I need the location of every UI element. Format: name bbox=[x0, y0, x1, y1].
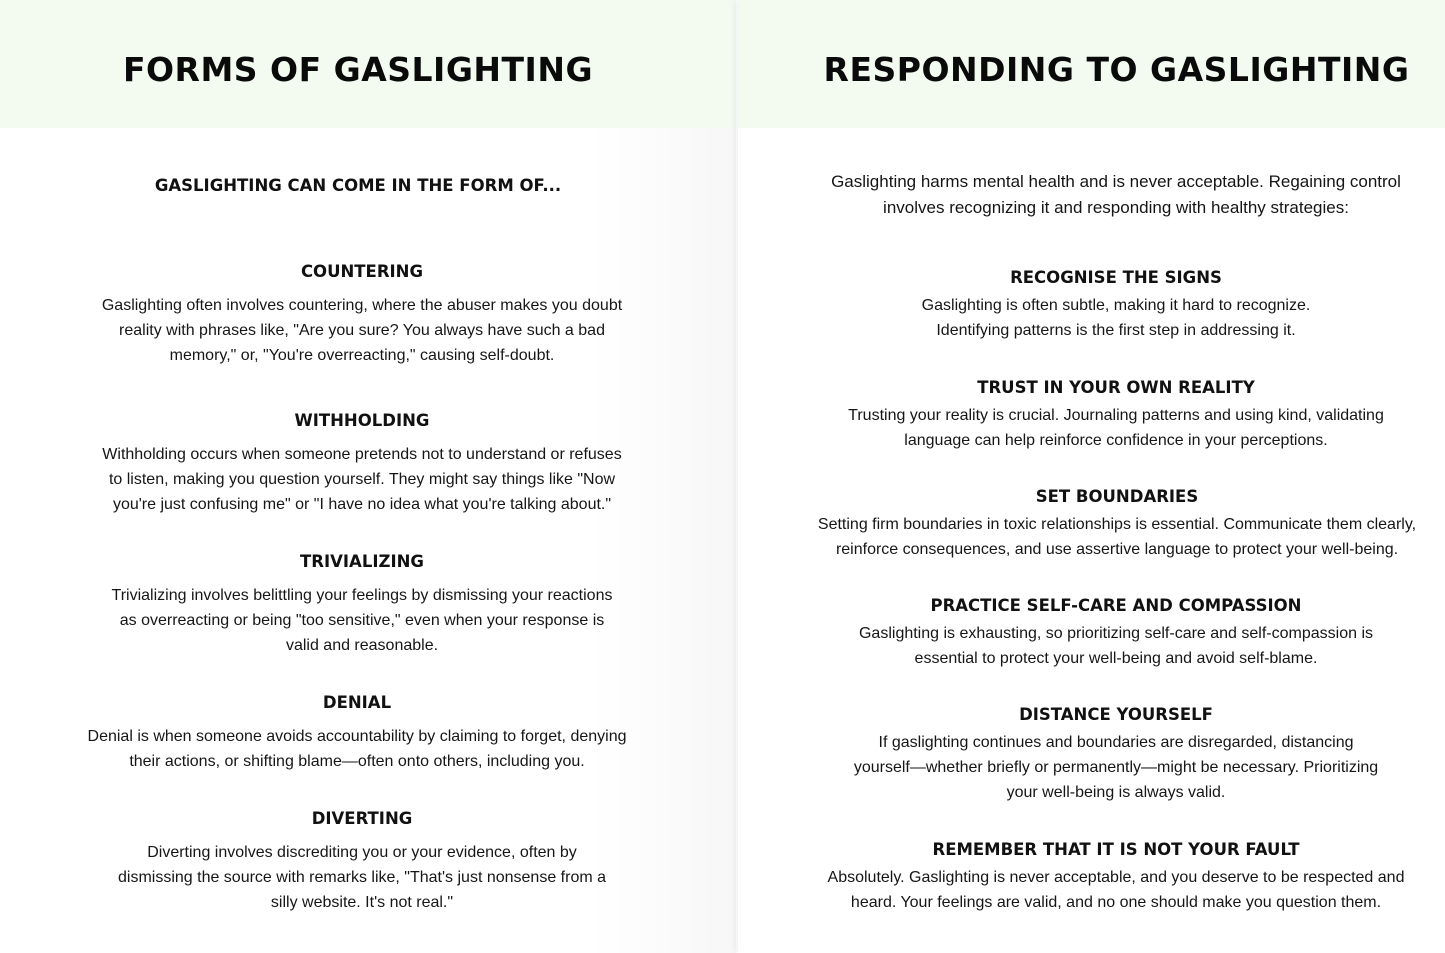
section-body: Trivializing involves belittling your feelings by dismissing your reactions as overreacting or being "too sensitive," even when your response is valid and reasonable. bbox=[111, 587, 613, 654]
section-heading: PRACTICE SELF-CARE AND COMPASSION bbox=[930, 596, 1302, 615]
forms-header bbox=[0, 0, 736, 128]
section-body: Diverting involves discrediting you or your evidence, often by dismissing the source with remarks like, "That's just nonsense from a silly website. It's not real." bbox=[117, 844, 607, 911]
section-heading: RECOGNISE THE SIGNS bbox=[1010, 268, 1222, 287]
section-countering bbox=[96, 262, 628, 368]
section-heading: WITHHOLDING bbox=[294, 411, 430, 430]
section-heading: TRIVIALIZING bbox=[300, 552, 424, 571]
section-withholding bbox=[96, 411, 628, 517]
section-set-boundaries bbox=[810, 487, 1424, 562]
section-denial bbox=[86, 693, 628, 774]
section-body: Gaslighting often involves countering, where the abuser makes you doubt reality with phrases like, "Are you sure? You always have such a bad memory," or, "You're overreacting," causing self-doubt. bbox=[101, 297, 623, 364]
section-body: Setting firm boundaries in toxic relationships is essential. Communicate them clearly, reinforce consequences, and use assertive language to protect your well-being. bbox=[817, 516, 1417, 558]
section-body: Withholding occurs when someone pretends not to understand or refuses to listen, making you question yourself. They might say things like "Now you're just confusing me" or "I have no idea what you're talking about." bbox=[102, 446, 622, 513]
section-heading: COUNTERING bbox=[300, 262, 424, 281]
section-not-your-fault bbox=[826, 840, 1406, 915]
section-heading: TRUST IN YOUR OWN REALITY bbox=[977, 378, 1255, 397]
responding-panel bbox=[738, 0, 1445, 953]
section-heading: SET BOUNDARIES bbox=[1035, 487, 1199, 506]
section-body: Absolutely. Gaslighting is never acceptable, and you deserve to be respected and heard. Your feelings are valid, and no one should make you question them. bbox=[827, 869, 1405, 911]
forms-title: FORMS OF GASLIGHTING bbox=[122, 50, 594, 89]
section-heading: DIVERTING bbox=[311, 809, 413, 828]
section-practice-self-care bbox=[846, 596, 1386, 671]
responding-title: RESPONDING TO GASLIGHTING bbox=[823, 50, 1410, 89]
section-heading: REMEMBER THAT IT IS NOT YOUR FAULT bbox=[932, 840, 1300, 859]
section-heading: DENIAL bbox=[322, 693, 392, 712]
section-recognise-the-signs bbox=[836, 268, 1396, 343]
responding-intro: Gaslighting harms mental health and is never acceptable. Regaining control involves recognizing it and responding with healthy strategies: bbox=[831, 172, 1401, 217]
forms-intro-heading: GASLIGHTING CAN COME IN THE FORM OF... bbox=[154, 176, 562, 195]
section-heading: DISTANCE YOURSELF bbox=[1019, 705, 1213, 724]
section-trivializing bbox=[106, 552, 618, 658]
section-body: Denial is when someone avoids accountability by claiming to forget, denying their actions, or shifting blame—often onto others, including you. bbox=[87, 728, 627, 770]
responding-header bbox=[738, 0, 1445, 128]
section-body: Trusting your reality is crucial. Journaling patterns and using kind, validating language can help reinforce confidence in your perceptions. bbox=[848, 407, 1384, 449]
section-body: Gaslighting is often subtle, making it hard to recognize. Identifying patterns is the first step in addressing it. bbox=[921, 297, 1311, 339]
section-distance-yourself bbox=[851, 705, 1381, 805]
section-body: If gaslighting continues and boundaries are disregarded, distancing yourself—whether briefly or permanently—might be necessary. Prioritizing your well-being is always valid. bbox=[853, 734, 1379, 801]
section-diverting bbox=[116, 809, 608, 915]
section-body: Gaslighting is exhausting, so prioritizing self-care and self-compassion is essential to protect your well-being and avoid self-blame. bbox=[858, 625, 1373, 667]
section-trust-in-your-own-reality bbox=[836, 378, 1396, 453]
